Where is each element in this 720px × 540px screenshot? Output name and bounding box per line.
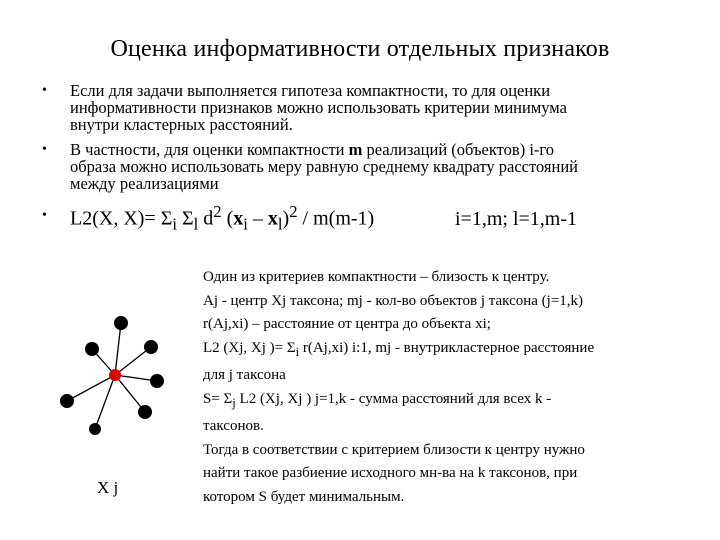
edge xyxy=(115,375,145,412)
formula-sup: 2 xyxy=(289,202,298,221)
node xyxy=(138,405,152,419)
bullet-compactness-measure xyxy=(40,141,705,192)
text-line: для j таксона xyxy=(203,367,286,383)
node xyxy=(144,340,158,354)
bullet-line: образа можно использовать меру равную среднему квадрату расстояний xyxy=(70,157,579,176)
bullet-line: между реализациями xyxy=(70,174,219,193)
formula-part: / m(m-1) xyxy=(297,207,375,230)
text-sub: j xyxy=(232,395,236,410)
formula-sub: l xyxy=(193,214,199,234)
formula-part: ( xyxy=(221,207,234,230)
formula-sub: i xyxy=(243,214,248,234)
edge xyxy=(67,375,115,401)
bullet-formula xyxy=(40,200,705,237)
text-line: таксонов. xyxy=(203,418,264,434)
cluster-label: X j xyxy=(97,478,119,497)
criterion-description xyxy=(203,266,703,509)
text-line: Тогда в соответствии с критерием близости к центру нужно xyxy=(203,441,585,458)
formula-sub: i xyxy=(172,214,177,234)
formula-range: i=1,m; l=1,m-1 xyxy=(455,207,578,230)
formula-x: x xyxy=(233,207,244,230)
formula-part: d xyxy=(198,207,214,230)
text-line: r(Aj,xi) – расстояние от центра до объекта xi; xyxy=(203,316,491,332)
text-line xyxy=(203,337,703,365)
cluster-center-node xyxy=(109,369,121,381)
node xyxy=(150,374,164,388)
text-run: реализаций (объектов) i-го xyxy=(362,140,555,159)
slide-title: Оценка информативности отдельных признаков xyxy=(110,36,610,62)
text-line: котором S будет минимальным. xyxy=(203,488,405,505)
bullet-compactness-hypothesis xyxy=(40,82,705,133)
bullet-line: информативности признаков можно использовать критерии минимума xyxy=(70,98,567,117)
formula-l2 xyxy=(70,200,455,237)
bold-m: m xyxy=(348,140,363,159)
bullet-line: Если для задачи выполняется гипотеза компактности, то для оценки xyxy=(70,81,551,100)
text-line xyxy=(203,388,703,416)
text-run: L2 (Xj, Xj )= Σ xyxy=(203,339,296,356)
text-run: r(Aj,xi) i:1, mj - внутрикластерное расстояние xyxy=(299,339,595,356)
node xyxy=(85,342,99,356)
formula-part: L2(X, X)= Σ xyxy=(70,207,173,230)
bullet-dot: • xyxy=(42,142,47,157)
edge xyxy=(95,375,115,429)
formula-part: ) xyxy=(282,207,290,230)
bullet-dot: • xyxy=(42,83,47,98)
text-line: Один из критериев компактности – близость к центру. xyxy=(203,269,550,285)
text-run: L2 (Xj, Xj ) j=1,k - сумма расстояний для всех k - xyxy=(235,390,552,407)
text-sub: i xyxy=(295,344,300,359)
node xyxy=(89,423,101,435)
edge xyxy=(115,323,121,375)
bullet-line xyxy=(70,141,705,158)
text-line: Aj - центр Xj таксона; mj - кол-во объектов j таксона (j=1,k) xyxy=(203,292,584,309)
text-run: В частности, для оценки компактности xyxy=(70,140,349,159)
bullet-line: внутри кластерных расстояний. xyxy=(70,115,293,134)
cluster-star-diagram xyxy=(50,305,180,435)
formula-part: – xyxy=(247,207,268,230)
formula-part: Σ xyxy=(176,207,194,230)
formula-sup: 2 xyxy=(213,202,222,221)
bullet-list xyxy=(40,82,705,245)
node xyxy=(60,394,74,408)
text-run: S= Σ xyxy=(203,390,233,407)
node xyxy=(114,316,128,330)
formula-sub: l xyxy=(277,214,283,234)
formula-x: x xyxy=(267,207,278,230)
text-line: найти такое разбиение исходного мн-ва на k таксонов, при xyxy=(203,465,578,481)
bullet-dot: • xyxy=(42,208,47,223)
